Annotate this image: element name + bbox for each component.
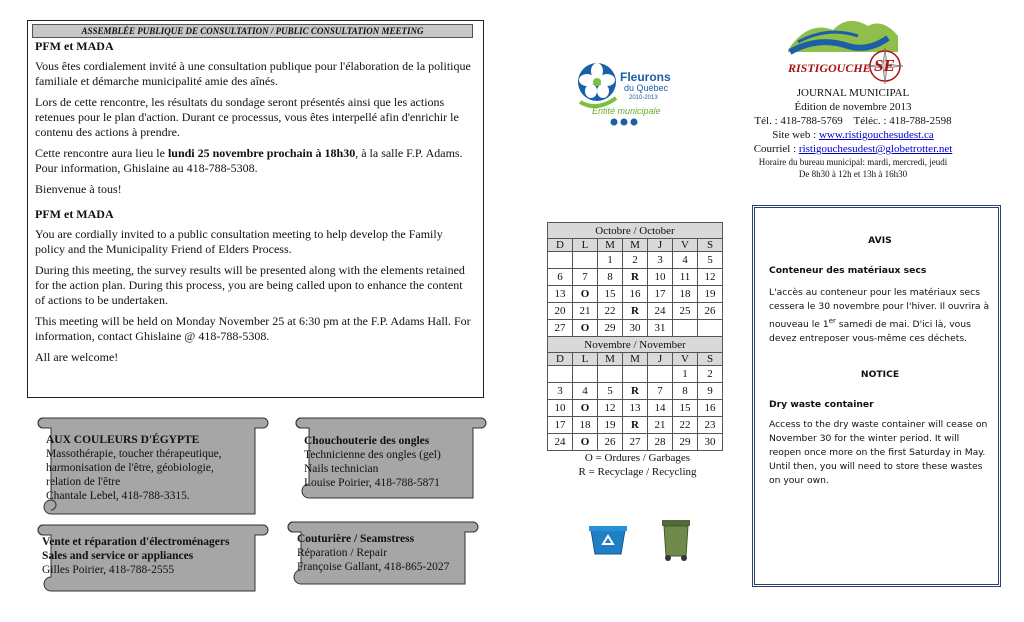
avis-paragraph: L'accès au conteneur pour les matériaux secs cessera le 30 novembre pour l'hiver. Il ouvrira à nouveau le 1er samedi de mai. D'ici là, vous devez entreposer vous-même ces déchets.	[769, 287, 990, 345]
calendar-day-cell: O	[573, 434, 598, 451]
fleurons-years: 2010-2013	[629, 95, 658, 101]
calendar-day-cell: 27	[548, 320, 573, 337]
notice-en-p2: During this meeting, the survey results will be presented along with the elements retained for the action plan. During this process, you are being called upon to enhance the content of actions to be undertaken.	[35, 263, 465, 307]
calendar-day-cell: 23	[698, 417, 723, 434]
calendar-day-cell: 17	[648, 286, 673, 303]
calendar-day-cell: 1	[598, 252, 623, 269]
calendar-day-cell: 1	[673, 366, 698, 383]
calendar-day-header: L	[573, 239, 598, 252]
calendar-day-cell: 19	[698, 286, 723, 303]
calendar-day-header: V	[673, 239, 698, 252]
notice-fr-p1: Vous êtes cordialement invité à une consultation publique pour l'élaboration de la politique familiale et démarche municipalité amie des aînés.	[35, 59, 471, 88]
fleurons-logo	[572, 58, 682, 130]
avis-subtitle: Conteneur des matériaux secs	[769, 265, 927, 276]
calendar-day-header: V	[673, 353, 698, 366]
calendar-day-header: S	[698, 239, 723, 252]
calendar-day-cell: 7	[573, 269, 598, 286]
calendar-day-cell: 4	[573, 383, 598, 400]
calendar-day-cell: 8	[598, 269, 623, 286]
notice-fr-p3: Cette rencontre aura lieu le lundi 25 novembre prochain à 18h30, à la salle F.P. Adams. Pour information, Ghislaine au 418-788-5308.	[35, 146, 463, 175]
notice-title-en: PFM et MADA	[35, 207, 114, 221]
calendar-day-cell: 20	[548, 303, 573, 320]
calendar-day-cell: 16	[623, 286, 648, 303]
calendar-day-cell: 24	[548, 434, 573, 451]
calendar-day-cell	[623, 366, 648, 383]
calendar-day-cell: 10	[548, 400, 573, 417]
calendar-day-cell: R	[623, 303, 648, 320]
ad-electro-title: Vente et réparation d'électroménagers	[42, 536, 230, 548]
calendar-day-cell: 8	[673, 383, 698, 400]
calendar-day-cell	[573, 366, 598, 383]
calendar-day-cell: 2	[623, 252, 648, 269]
calendar-day-cell: 27	[623, 434, 648, 451]
calendar-day-header: S	[698, 353, 723, 366]
notice-title-fr: PFM et MADA	[35, 39, 114, 53]
ad-electro-title2: Sales and service or appliances	[42, 550, 194, 562]
calendar-day-cell	[673, 320, 698, 337]
calendar-day-cell: 5	[598, 383, 623, 400]
calendar-day-cell: 16	[698, 400, 723, 417]
calendar-day-header: M	[598, 239, 623, 252]
calendar-day-cell	[548, 252, 573, 269]
legend-recycling: R = Recyclage / Recycling	[578, 466, 697, 478]
calendar-day-cell: 24	[648, 303, 673, 320]
email-link[interactable]: ristigouchesudest@globetrotter.net	[798, 143, 953, 155]
ad-electromenagers: Vente et réparation d'électroménagers Sales and service or appliances Gilles Poirier, 418-788-2555	[33, 521, 269, 595]
journal-phones: Tél. : 418-788-5769 Téléc. : 418-788-2598	[754, 115, 952, 127]
calendar-day-cell: 13	[623, 400, 648, 417]
fleurons-sub: du Québec	[624, 83, 669, 93]
ad-egypte-title: AUX COULEURS D'ÉGYPTE	[46, 434, 200, 446]
calendar-day-cell	[573, 252, 598, 269]
calendar-day-cell: O	[573, 400, 598, 417]
ristigouche-logo	[788, 12, 912, 84]
calendar-day-cell: 30	[623, 320, 648, 337]
calendar-day-cell: 18	[673, 286, 698, 303]
calendar-day-cell	[648, 366, 673, 383]
calendar-day-cell: 21	[573, 303, 598, 320]
calendar-day-header: L	[573, 353, 598, 366]
calendar-day-cell: R	[623, 383, 648, 400]
journal-site: Site web : www.ristigouchesudest.ca	[772, 129, 934, 141]
notice-banner: ASSEMBLÉE PUBLIQUE DE CONSULTATION / PUBLIC CONSULTATION MEETING	[32, 24, 473, 38]
calendar-day-cell: 4	[673, 252, 698, 269]
calendar-day-cell: 22	[598, 303, 623, 320]
calendar-day-header: J	[648, 353, 673, 366]
calendar-day-cell: 15	[673, 400, 698, 417]
calendar-day-header: M	[598, 353, 623, 366]
notice-en-p4: All are welcome!	[35, 350, 119, 364]
calendar-day-cell: 29	[598, 320, 623, 337]
calendar-day-cell: 21	[648, 417, 673, 434]
calendar-day-cell: 12	[698, 269, 723, 286]
calendar-day-cell	[698, 320, 723, 337]
notice-fr-p4: Bienvenue à tous!	[35, 182, 122, 196]
calendar-day-cell: 11	[673, 269, 698, 286]
notice-en-p3: This meeting will be held on Monday November 25 at 6:30 pm at the F.P. Adams Hall. For information, contact Ghislaine @ 418-788-5308.	[35, 314, 471, 343]
calendar-day-cell: 26	[598, 434, 623, 451]
calendar-day-cell: 12	[598, 400, 623, 417]
calendar-day-cell: O	[573, 320, 598, 337]
fleurons-tag: Entité municipale	[592, 106, 661, 116]
calendar-day-cell	[548, 366, 573, 383]
calendar-day-cell: 17	[548, 417, 573, 434]
consultation-notice	[27, 20, 484, 398]
ad-egypte: AUX COULEURS D'ÉGYPTE Massothérapie, toucher thérapeutique, harmonisation de l'être, géobiologie, relation de l'être Chantale Lebel, 418-788-3315.	[33, 414, 269, 520]
collection-calendar	[547, 222, 728, 479]
calendar-day-cell: 22	[673, 417, 698, 434]
calendar-day-cell: O	[573, 286, 598, 303]
journal-email: Courriel : ristigouchesudest@globetrotter.net	[753, 143, 953, 155]
meeting-date-fr: lundi 25 novembre prochain à 18h30	[167, 146, 356, 160]
calendar-day-cell: 30	[698, 434, 723, 451]
calendar-day-cell: 26	[698, 303, 723, 320]
calendar-day-cell: 7	[648, 383, 673, 400]
journal-edition: Édition de novembre 2013	[794, 101, 912, 113]
calendar-day-cell: 2	[698, 366, 723, 383]
calendar-day-cell: 28	[648, 434, 673, 451]
legend-garbage: O = Ordures / Garbages	[584, 452, 691, 464]
ad-ongles-title: Chouchouterie des ongles	[304, 435, 430, 447]
journal-hours-1: Horaire du bureau municipal: mardi, mercredi, jeudi	[758, 157, 948, 167]
calendar-day-cell: 13	[548, 286, 573, 303]
calendar-day-cell: 10	[648, 269, 673, 286]
calendar-table	[547, 222, 723, 451]
calendar-day-cell: 15	[598, 286, 623, 303]
calendar-month-title: Novembre / November	[548, 337, 723, 353]
calendar-day-header: M	[623, 239, 648, 252]
ristigouche-name: RISTIGOUCHE	[788, 61, 871, 75]
site-link[interactable]: www.ristigouchesudest.ca	[818, 129, 934, 141]
calendar-day-cell: 3	[648, 252, 673, 269]
calendar-day-header: M	[623, 353, 648, 366]
calendar-day-cell: 9	[698, 383, 723, 400]
calendar-day-header: D	[548, 353, 573, 366]
notice-en-p1: You are cordially invited to a public consultation meeting to help develop the Family policy and the Municipality Friend of Elders Process.	[35, 227, 443, 256]
calendar-day-cell: 25	[673, 303, 698, 320]
garbage-bin-icon	[659, 518, 693, 567]
notice-paragraph: Access to the dry waste container will cease on November 30 for the winter period. It will reopen once more on the first Saturday in May. Until then, you will need to store these wastes on your own.	[769, 419, 988, 487]
calendar-day-header: J	[648, 239, 673, 252]
ad-couturiere: Couturière / Seamstress Réparation / Repair Françoise Gallant, 418-865-2027	[283, 518, 479, 588]
calendar-day-cell: 6	[548, 269, 573, 286]
notice-fr-p2: Lors de cette rencontre, les résultats du sondage seront présentés ainsi que les actions retenues pour le plan d'action. Durant ce processus, vous êtes interpellé afin d'enrichir le contenu des actions à prendre.	[35, 95, 459, 139]
calendar-day-cell: R	[623, 269, 648, 286]
ad-ongles: Chouchouterie des ongles Technicienne des ongles (gel) Nails technician Louise Poirier, 418-788-5871	[291, 414, 487, 502]
calendar-day-cell	[598, 366, 623, 383]
calendar-day-cell: 5	[698, 252, 723, 269]
ad-couturiere-title: Couturière / Seamstress	[297, 533, 415, 545]
calendar-day-cell: R	[623, 417, 648, 434]
calendar-day-header: D	[548, 239, 573, 252]
avis-title: AVIS	[868, 235, 892, 246]
calendar-day-cell: 3	[548, 383, 573, 400]
calendar-day-cell: 29	[673, 434, 698, 451]
ristigouche-mono: SE	[874, 56, 895, 75]
journal-title: JOURNAL MUNICIPAL	[796, 87, 910, 99]
notice-subtitle: Dry waste container	[769, 399, 874, 411]
notice-title: NOTICE	[860, 369, 900, 381]
recycling-bin-icon	[588, 522, 628, 561]
calendar-day-cell: 19	[598, 417, 623, 434]
calendar-day-cell: 18	[573, 417, 598, 434]
calendar-day-cell: 31	[648, 320, 673, 337]
journal-hours-2: De 8h30 à 12h et 13h à 16h30	[798, 169, 908, 179]
calendar-day-cell: 14	[648, 400, 673, 417]
avis-box	[752, 205, 1001, 587]
fleurons-flower-icon	[572, 58, 682, 130]
journal-header	[736, 86, 970, 180]
fleurons-title: Fleurons	[620, 70, 671, 84]
calendar-month-title: Octobre / October	[548, 223, 723, 239]
